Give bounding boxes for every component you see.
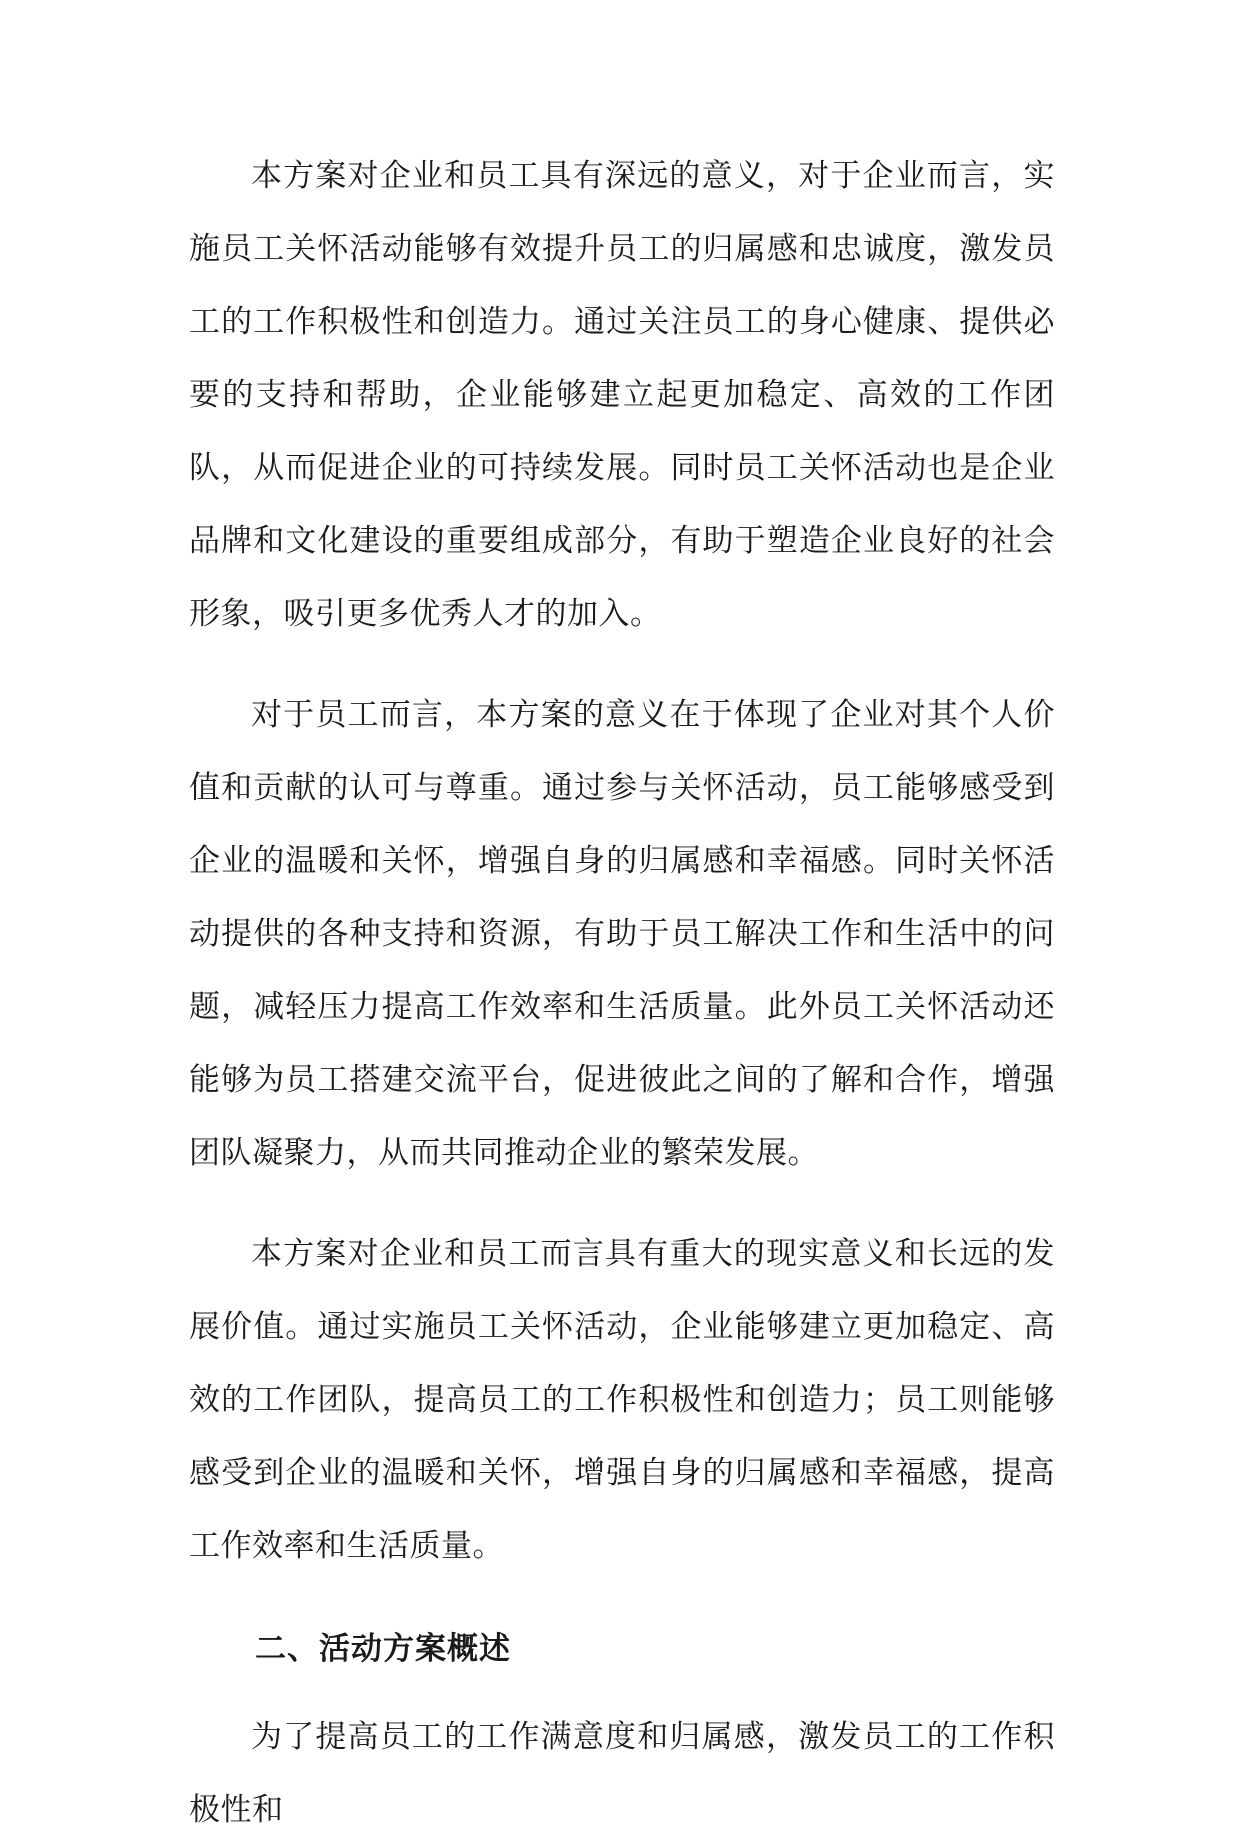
document-body — [189, 140, 1055, 1847]
paragraph-significance-employees: 对于员工而言，本方案的意义在于体现了企业对其个人价值和贡献的认可与尊重。通过参与关怀活动，员工能够感受到企业的温暖和关怀，增强自身的归属感和幸福感。同时关怀活动提供的各种支持和资源，有助于员工解决工作和生活中的问题，减轻压力提高工作效率和生活质量。此外员工关怀活动还能够为员工搭建交流平台，促进彼此之间的了解和合作，增强团队凝聚力，从而共同推动企业的繁荣发展。 — [189, 697, 1055, 1171]
paragraph-significance-overview: 本方案对企业和员工具有深远的意义，对于企业而言，实施员工关怀活动能够有效提升员工的归属感和忠诚度，激发员工的工作积极性和创造力。通过关注员工的身心健康、提供必要的支持和帮助，企业能够建立起更加稳定、高效的工作团队，从而促进企业的可持续发展。同时员工关怀活动也是企业品牌和文化建设的重要组成部分，有助于塑造企业良好的社会形象，吸引更多优秀人才的加入。 — [189, 158, 1055, 632]
paragraph-overview-intro: 为了提高员工的工作满意度和归属感，激发员工的工作积极性和 — [189, 1719, 1055, 1828]
section-heading: 二、活动方案概述 — [255, 1631, 511, 1667]
paragraph-significance-summary: 本方案对企业和员工而言具有重大的现实意义和长远的发展价值。通过实施员工关怀活动，企业能够建立更加稳定、高效的工作团队，提高员工的工作积极性和创造力；员工则能够感受到企业的温暖和关怀，增强自身的归属感和幸福感，提高工作效率和生活质量。 — [189, 1236, 1055, 1564]
